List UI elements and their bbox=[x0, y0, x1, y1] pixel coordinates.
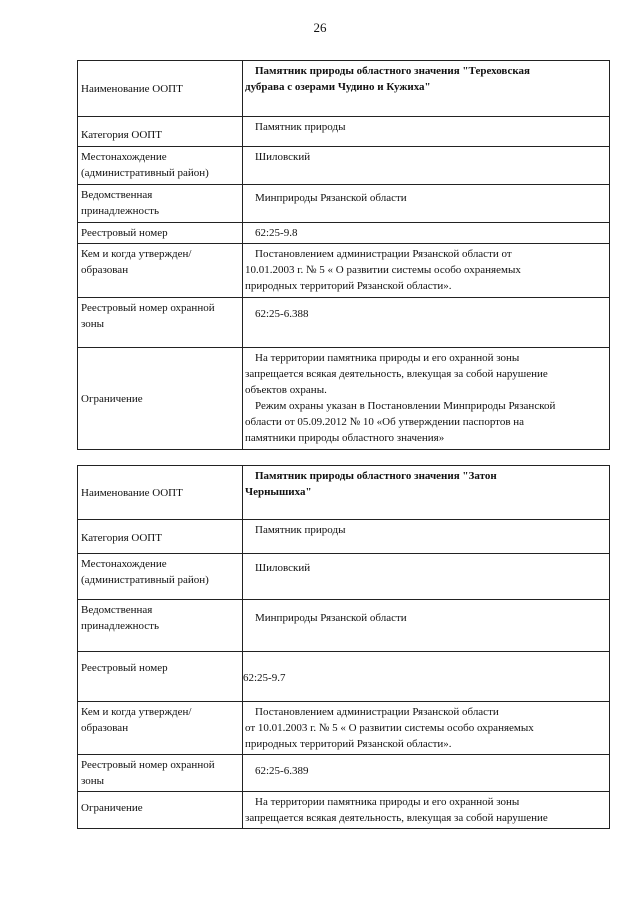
category-value: Памятник природы bbox=[243, 117, 610, 147]
department-label-line: принадлежность bbox=[81, 205, 159, 217]
location-label-line: (административный район) bbox=[81, 574, 209, 586]
restriction-value-line: Режим охраны указан в Постановлении Минприроды Рязанской bbox=[255, 400, 556, 412]
approved-value-line: 10.01.2003 г. № 5 « О развитии системы особо охраняемых bbox=[245, 264, 521, 276]
row-approved bbox=[78, 702, 610, 755]
approved-value-line: природных территорий Рязанской области». bbox=[245, 280, 452, 292]
row-registry bbox=[78, 223, 610, 244]
approved-value-line: от 10.01.2003 г. № 5 « О развитии системы особо охраняемых bbox=[245, 722, 534, 734]
zone-value: 62:25-6.388 bbox=[243, 298, 610, 348]
restriction-value bbox=[243, 792, 610, 829]
approved-value-line: природных территорий Рязанской области». bbox=[245, 738, 452, 750]
row-department bbox=[78, 185, 610, 223]
approved-label bbox=[78, 702, 243, 755]
restriction-value-line: объектов охраны. bbox=[245, 384, 327, 396]
location-label bbox=[78, 554, 243, 600]
approved-label-line: Кем и когда утвержден/ bbox=[81, 248, 192, 260]
restriction-value bbox=[243, 348, 610, 450]
department-value: Минприроды Рязанской области bbox=[243, 600, 610, 652]
restriction-label: Ограничение bbox=[78, 792, 243, 829]
row-restriction bbox=[78, 348, 610, 450]
row-category bbox=[78, 117, 610, 147]
zone-label-line: зоны bbox=[81, 775, 105, 787]
row-category bbox=[78, 520, 610, 554]
name-value-line: Памятник природы областного значения "Тереховская bbox=[255, 65, 531, 77]
restriction-value-line: памятники природы областного значения» bbox=[245, 432, 445, 444]
approved-value bbox=[243, 244, 610, 298]
row-restriction bbox=[78, 792, 610, 829]
location-label-line: Местонахождение bbox=[81, 558, 167, 570]
category-label: Категория ООПТ bbox=[78, 117, 243, 147]
name-value bbox=[243, 61, 610, 117]
approved-label bbox=[78, 244, 243, 298]
registry-value: 62:25-9.8 bbox=[243, 223, 610, 244]
row-approved bbox=[78, 244, 610, 298]
department-label bbox=[78, 600, 243, 652]
restriction-value-line: На территории памятника природы и его охранной зоны bbox=[255, 796, 520, 808]
row-name bbox=[78, 466, 610, 520]
department-value: Минприроды Рязанской области bbox=[243, 185, 610, 223]
name-value-line: Памятник природы областного значения "Затон bbox=[255, 470, 497, 482]
approved-label-line: образован bbox=[81, 722, 129, 734]
zone-label bbox=[78, 298, 243, 348]
restriction-value-line: запрещается всякая деятельность, влекущая за собой нарушение bbox=[245, 812, 548, 824]
restriction-label: Ограничение bbox=[78, 348, 243, 450]
location-label bbox=[78, 147, 243, 185]
name-label: Наименование ООПТ bbox=[78, 61, 243, 117]
department-label bbox=[78, 185, 243, 223]
zone-label-line: Реестровый номер охранной bbox=[81, 302, 215, 314]
department-label-line: Ведомственная bbox=[81, 189, 153, 201]
restriction-value-line: области от 05.09.2012 № 10 «Об утверждении паспортов на bbox=[245, 416, 525, 428]
department-label-line: Ведомственная bbox=[81, 604, 153, 616]
category-label: Категория ООПТ bbox=[78, 520, 243, 554]
row-registry bbox=[78, 652, 610, 702]
department-label-line: принадлежность bbox=[81, 620, 159, 632]
zone-value: 62:25-6.389 bbox=[243, 755, 610, 792]
name-value-line: дубрава с озерами Чудино и Кужиха" bbox=[245, 81, 431, 93]
name-value bbox=[243, 466, 610, 520]
location-label-line: Местонахождение bbox=[81, 151, 167, 163]
registry-label: Реестровый номер bbox=[78, 652, 243, 702]
row-name bbox=[78, 61, 610, 117]
name-label: Наименование ООПТ bbox=[78, 466, 243, 520]
approved-value-line: Постановлением администрации Рязанской области от bbox=[255, 248, 512, 260]
approved-label-line: образован bbox=[81, 264, 129, 276]
oopt-table-2 bbox=[77, 465, 610, 829]
row-zone bbox=[78, 755, 610, 792]
restriction-value-line: запрещается всякая деятельность, влекущая за собой нарушение bbox=[245, 368, 548, 380]
zone-label-line: зоны bbox=[81, 318, 105, 330]
zone-label-line: Реестровый номер охранной bbox=[81, 759, 215, 771]
name-value-line: Чернышиха" bbox=[245, 486, 312, 498]
row-location bbox=[78, 147, 610, 185]
location-value: Шиловский bbox=[243, 147, 610, 185]
registry-label: Реестровый номер bbox=[78, 223, 243, 244]
row-location bbox=[78, 554, 610, 600]
approved-value-line: Постановлением администрации Рязанской области bbox=[255, 706, 499, 718]
row-department bbox=[78, 600, 610, 652]
zone-label bbox=[78, 755, 243, 792]
registry-value: 62:25-9.7 bbox=[243, 652, 610, 702]
page-number: 26 bbox=[313, 20, 327, 35]
location-label-line: (административный район) bbox=[81, 167, 209, 179]
location-value: Шиловский bbox=[243, 554, 610, 600]
row-zone bbox=[78, 298, 610, 348]
restriction-value-line: На территории памятника природы и его охранной зоны bbox=[255, 352, 520, 364]
oopt-table-1 bbox=[77, 60, 610, 450]
category-value: Памятник природы bbox=[243, 520, 610, 554]
approved-label-line: Кем и когда утвержден/ bbox=[81, 706, 192, 718]
approved-value bbox=[243, 702, 610, 755]
